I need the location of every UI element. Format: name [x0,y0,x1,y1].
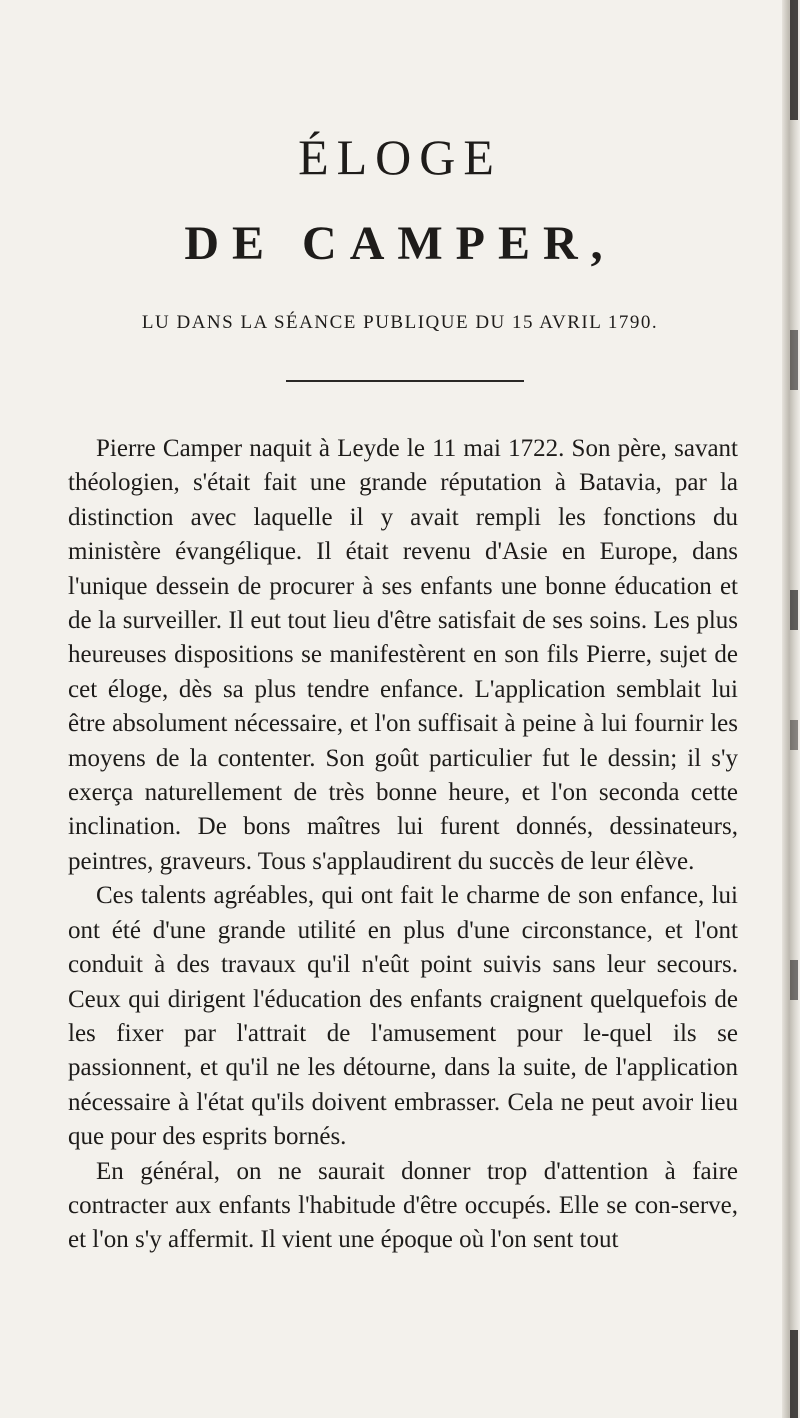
paragraph: En général, on ne saurait donner trop d'attention à faire contracter aux enfants l'habitude d'être occupés. Elle se con-serve, et l'on s'y affermit. Il vient une époque où l'on sent tout [68,1157,738,1254]
paragraph: Pierre Camper naquit à Leyde le 11 mai 1722. Son père, savant théologien, s'était fait une grande réputation à Batavia, par la distinction avec laquelle il y avait rempli les fonctions du ministère évangélique. Il était revenu d'Asie en Europe, dans l'unique dessein de procurer à ses enfants une bonne éducation et de la surveiller. Il eut tout lieu d'être satisfait de ses soins. Les plus heureuses dispositions se manifestèrent en son fils Pierre, sujet de cet éloge, dès sa plus tendre enfance. L'application semblait lui être absolument nécessaire, et l'on suffisait à peine à lui fournir les moyens de la contenter. Son goût particulier fut le dessin; il s'y exerça naturellement de très bonne heure, et l'on seconda cette inclination. De bons maîtres lui furent donnés, dessinateurs, peintres, graveurs. Tous s'applaudirent du succès de leur élève. [68,435,738,875]
reading-date-subtitle: LU DANS LA SÉANCE PUBLIQUE DU 15 AVRIL 1790. [141,312,659,333]
page-title: ÉLOGE [298,129,502,185]
page-subject-heading: DE CAMPER, [184,217,616,270]
divider-rule [286,380,524,382]
paragraph: Ces talents agréables, qui ont fait le charme de son enfance, lui ont été d'une grande utilité en plus d'une circonstance, et l'ont conduit à des travaux qu'il n'eût point suivis sans leur secours. Ceux qui dirigent l'éducation des enfants craignent quelquefois de les fixer par l'attrait de l'amusement pour le-quel ils se passionnent, et qu'il ne les détourne, dans la suite, de l'application nécessaire à l'état qu'ils doivent embrasser. Cela ne peut avoir lieu que pour des esprits bornés. [68,882,738,1151]
page-binding-edge [782,0,800,1418]
body-text [68,432,738,1258]
